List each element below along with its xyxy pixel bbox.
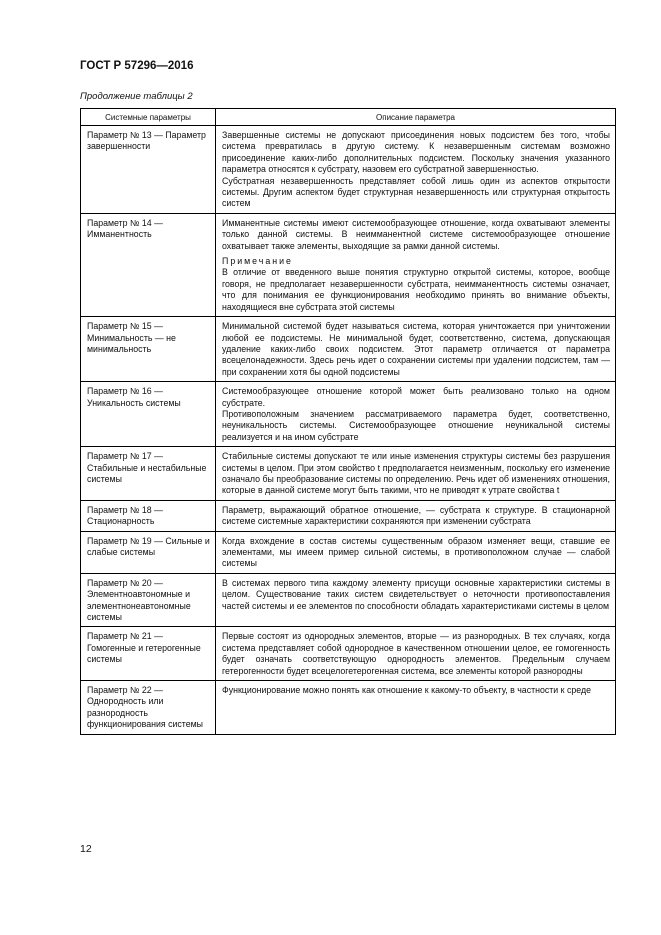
description-paragraph: Параметр, выражающий обратное отношение, — субстрата к структуре. В стационарной системе системные характеристики сохраняются при изменении субстрата — [222, 504, 610, 527]
description-paragraph: Завершенные системы не допускают присоединения новых подсистем без того, чтобы система превратилась в другую систему. К незавершенным системам возможно присоединение каких-либо дополнительных подсистем. Поскольку значения указанного параметра относятся к субстрату, назовем его субстратной завершенностью. — [222, 130, 610, 175]
parameter-description — [216, 126, 616, 214]
parameter-description — [216, 213, 616, 316]
description-paragraph: Стабильные системы допускают те или иные изменения структуры системы без разрушения системы в целом. При этом свойство t предполагается неизменным, поскольку его изменение означало бы преобразование системы по определению. Речь идет об изменениях отношения, которые в данной системе могут быть такими, что не приводят к утрате свойства t — [222, 451, 610, 496]
description-paragraph: Противоположным значением рассматриваемого параметра будет, соответственно, неуникальность системы. Системообразующее отношение неуникальной системы реализуется и на ином субстрате — [222, 408, 610, 442]
parameter-description — [216, 317, 616, 382]
table-caption: Продолжение таблицы 2 — [80, 91, 193, 102]
description-paragraph: Системообразующее отношение которой может быть реализовано только на одном субстрате. — [222, 386, 610, 408]
parameter-name: Параметр № 18 — Стационарность — [81, 500, 216, 531]
parameter-name: Параметр № 22 — Однородность или разнородность функционирования системы — [81, 681, 216, 735]
parameter-name: Параметр № 20 — Элементноавтономные и элементнонеавтономные системы — [81, 573, 216, 627]
table-row — [81, 681, 616, 735]
table-row — [81, 317, 616, 382]
table-row — [81, 382, 616, 447]
table-row — [81, 573, 616, 627]
parameter-name: Параметр № 15 — Минимальность — не минимальность — [81, 317, 216, 382]
description-paragraph: Субстратная незавершенность представляет собой лишь один из аспектов открытости системы. Другим аспектом будет структурная незавершенность или структурная открытость систем — [222, 175, 610, 209]
column-header-description: Описание параметра — [216, 109, 616, 126]
parameter-description — [216, 627, 616, 681]
parameter-description — [216, 531, 616, 573]
description-paragraph: Первые состоят из однородных элементов, вторые — из разнородных. В тех случаях, когда система представляет собой однородное в качественном отношении целое, ее гомогенность будет означать соответствующую однородность элементов. Предельным случаем гетерогенности будет всецелогетерогенная система, все элементы которой разнородны — [222, 631, 610, 676]
description-paragraph: Имманентные системы имеют системообразующее отношение, когда охватывают элементы только данной системы. В неимманентной системе системообразующее отношение охватывает также элементы, выходящие за рамки данной системы. — [222, 217, 610, 251]
column-header-parameters: Системные параметры — [81, 109, 216, 126]
parameters-table — [80, 108, 616, 735]
table-row — [81, 500, 616, 531]
description-paragraph: Функционирование можно понять как отношение к какому-то объекту, в частности к среде — [222, 685, 591, 696]
table-row — [81, 627, 616, 681]
parameter-description — [216, 573, 616, 627]
table-row — [81, 447, 616, 501]
parameter-description — [216, 382, 616, 447]
parameter-name: Параметр № 13 — Параметр завершенности — [81, 126, 216, 214]
table-row — [81, 213, 616, 316]
table-header-row — [81, 109, 616, 126]
table-row — [81, 531, 616, 573]
description-paragraph: В системах первого типа каждому элементу присущи основные характеристики системы в целом. Существование таких систем свидетельствует о неточности противопоставления частей системы и ее элементов по способности обладать характеристиками системы в целом — [222, 577, 610, 611]
parameter-name: Параметр № 16 — Уникальность системы — [81, 382, 216, 447]
note-text: В отличие от введенного выше понятия структурно открытой системы, которое, вообще говоря, не предполагает незавершенности субстрата, неимманентность системы означает, что для понимания ее функционирования необходимо принять во внимание объекты, находящиеся вне субстрата этой системы — [222, 267, 610, 312]
parameter-name: Параметр № 21 — Гомогенные и гетерогенные системы — [81, 627, 216, 681]
parameter-description — [216, 447, 616, 501]
note-label-text: Примечание — [222, 256, 293, 267]
parameter-name: Параметр № 14 — Имманентность — [81, 213, 216, 316]
description-paragraph: Когда вхождение в состав системы существенным образом изменяет вещи, ставшие ее элементами, мы имеем пример сильной системы, в противоположном случае — слабой системы — [222, 535, 610, 569]
parameter-description — [216, 681, 616, 735]
parameter-name: Параметр № 19 — Сильные и слабые системы — [81, 531, 216, 573]
document-code: ГОСТ Р 57296—2016 — [80, 60, 194, 72]
description-paragraph: Минимальной системой будет называться система, которая уничтожается при уничтожении любой ее подсистемы. Не минимальной будет, соответственно, система, допускающая удаление каких-либо своих подсистем. Этот параметр отличается от параметра всецелонадежности. Здесь речь идет о сохранении системы при удалении подсистем, там — при сохранении хотя бы одной подсистемы — [222, 321, 610, 377]
page-number: 12 — [80, 843, 92, 855]
parameter-description — [216, 500, 616, 531]
table-row — [81, 126, 616, 214]
note-label — [222, 256, 610, 267]
parameter-name: Параметр № 17 — Стабильные и нестабильные системы — [81, 447, 216, 501]
